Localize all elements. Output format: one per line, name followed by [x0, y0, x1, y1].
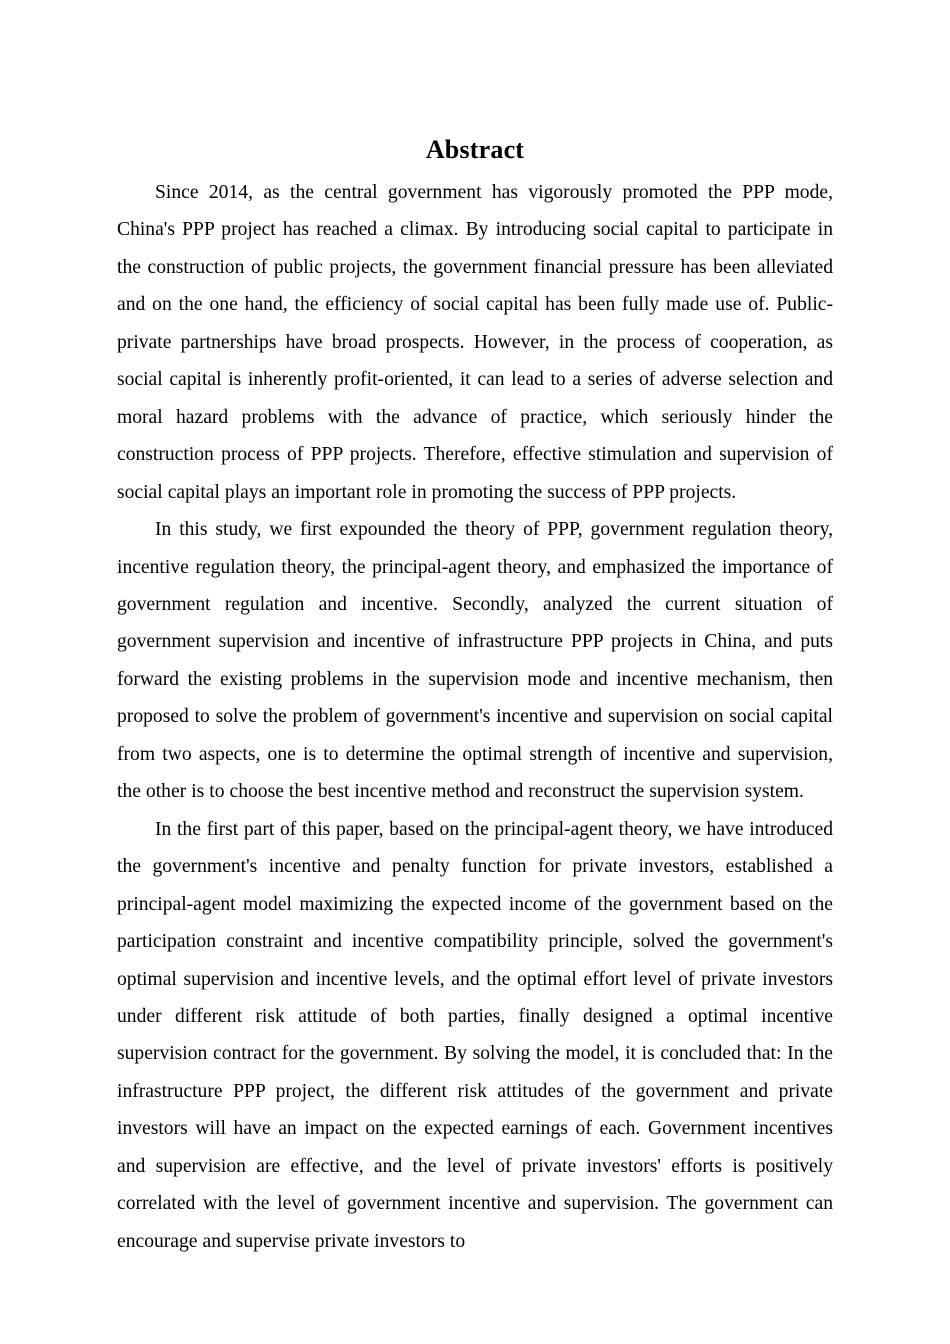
page-content [117, 128, 833, 1260]
abstract-paragraph-3: In the first part of this paper, based on the principal-agent theory, we have introduced the government's incentive and penalty function for private investors, established a principal-agent model maximizing the expected income of the government based on the participation constraint and incentive compatibility principle, solved the government's optimal supervision and incentive levels, and the optimal effort level of private investors under different risk attitude of both parties, finally designed a optimal incentive supervision contract for the government. By solving the model, it is concluded that: In the infrastructure PPP project, the different risk attitudes of the government and private investors will have an impact on the expected earnings of each. Government incentives and supervision are effective, and the level of private investors' efforts is positively correlated with the level of government incentive and supervision. The government can encourage and supervise private investors to [117, 818, 833, 1252]
abstract-paragraph-1: Since 2014, as the central government has vigorously promoted the PPP mode, China's PPP project has reached a climax. By introducing social capital to participate in the construction of public projects, the government financial pressure has been alleviated and on the one hand, the efficiency of social capital has been fully made use of. Public-private partnerships have broad prospects. However, in the process of cooperation, as social capital is inherently profit-oriented, it can lead to a series of adverse selection and moral hazard problems with the advance of practice, which seriously hinder the construction process of PPP projects. Therefore, effective stimulation and supervision of social capital plays an important role in promoting the success of PPP projects. [117, 182, 833, 503]
abstract-paragraph-2: In this study, we first expounded the theory of PPP, government regulation theory, incentive regulation theory, the principal-agent theory, and emphasized the importance of government regulation and incentive. Secondly, analyzed the current situation of government supervision and incentive of infrastructure PPP projects in China, and puts forward the existing problems in the supervision mode and incentive mechanism, then proposed to solve the problem of government's incentive and supervision on social capital from two aspects, one is to determine the optimal strength of incentive and supervision, the other is to choose the best incentive method and reconstruct the supervision system. [117, 519, 833, 803]
page-title: Abstract [425, 135, 525, 164]
